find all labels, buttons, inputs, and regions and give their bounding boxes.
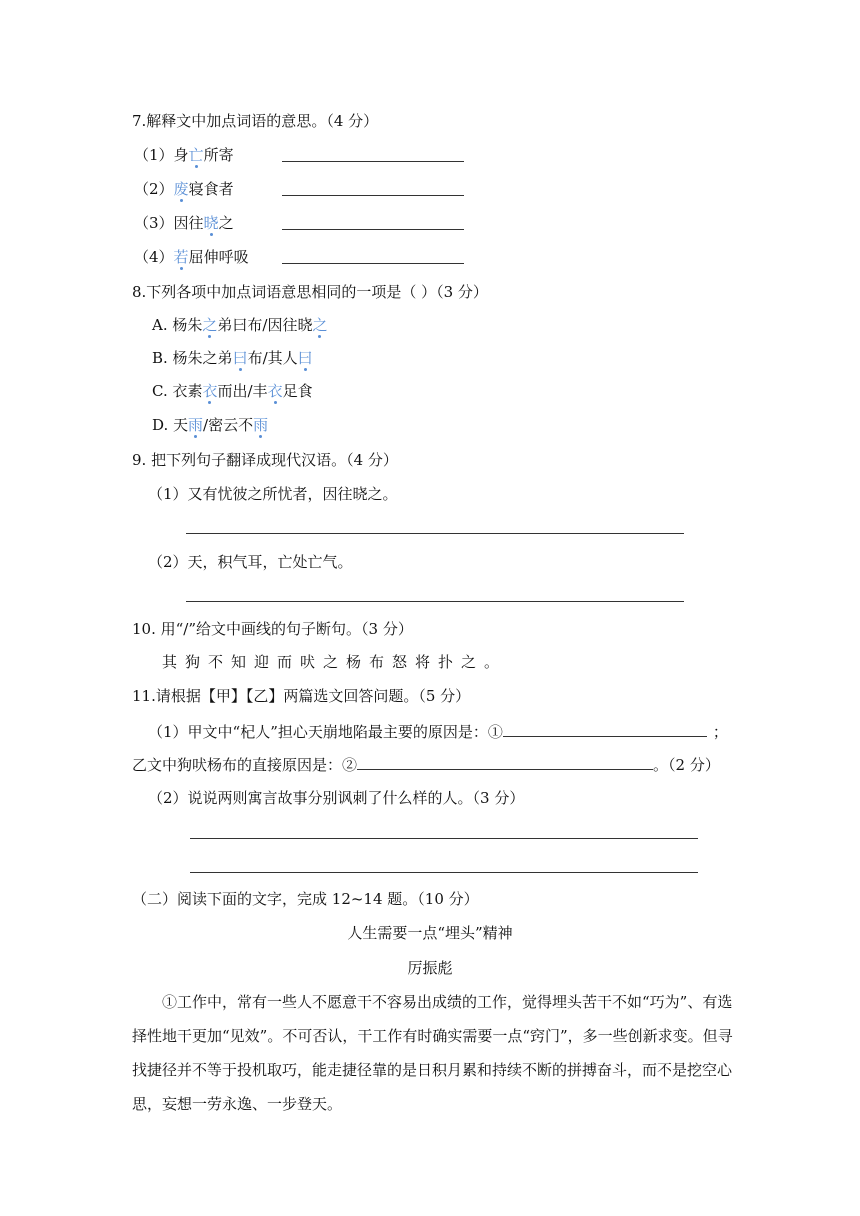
q10-sentence: 其狗不知迎而吠之杨布怒将扑之。 (162, 653, 508, 671)
q8-option-b[interactable]: B. 杨朱之弟曰布/其人曰 (152, 349, 313, 367)
q7-answer-line-4[interactable] (282, 263, 464, 264)
article-paragraph-line-4: 思，妄想一劳永逸、一步登天。 (132, 1095, 343, 1113)
q9-sentence-1: （1）又有忧彼之所忧者，因往晓之。 (148, 485, 398, 503)
q7-answer-line-2[interactable] (282, 195, 464, 196)
q8-option-c[interactable]: C. 衣素衣而出/丰衣足食 (152, 382, 313, 400)
q7-answer-line-1[interactable] (282, 161, 464, 162)
section2-heading: （二）阅读下面的文字，完成 12~14 题。（10 分） (132, 890, 479, 908)
q9-answer-line-1[interactable] (186, 533, 684, 534)
q9-sentence-2: （2）天，积气耳，亡处亡气。 (148, 553, 353, 571)
article-paragraph-line-3: 找捷径并不等于投机取巧，能走捷径靠的是日积月累和持续不断的拼搏奋斗，而不是挖空心 (132, 1061, 733, 1079)
q7-item-3: （3）因往晓之 (134, 214, 234, 232)
q11-part1-line2: 乙文中狗吠杨布的直接原因是：② 。（2 分） (132, 753, 720, 776)
q11-part2: （2）说说两则寓言故事分别讽刺了什么样的人。（3 分） (148, 789, 525, 807)
q11-title: 11.请根据【甲】【乙】两篇选文回答问题。（5 分） (132, 687, 471, 705)
q10-title: 10. 用“/”给文中画线的句子断句。（3 分） (132, 620, 413, 638)
q7-item-1: （1）身亡所寄 (134, 146, 234, 164)
q7-answer-line-3[interactable] (282, 229, 464, 230)
q8-option-a[interactable]: A. 杨朱之弟曰布/因往晓之 (152, 316, 328, 334)
q11-blank-2[interactable] (357, 753, 653, 770)
q7-item-4: （4）若屈伸呼吸 (134, 248, 249, 266)
q11-answer-line-1[interactable] (190, 838, 698, 839)
q11-answer-line-2[interactable] (190, 872, 698, 873)
q11-part1-line1: （1）甲文中“杞人”担心天崩地陷最主要的原因是：① ； (148, 720, 728, 743)
q8-option-d[interactable]: D. 天雨/密云不雨 (152, 416, 269, 434)
q7-title: 7.解释文中加点词语的意思。（4 分） (132, 112, 379, 130)
q11-blank-1[interactable] (503, 720, 707, 737)
q9-answer-line-2[interactable] (186, 601, 684, 602)
article-paragraph-line-2: 择性地干更加“见效”。不可否认，干工作有时确实需要一点“窍门”，多一些创新求变。但寻 (132, 1027, 733, 1045)
article-title: 人生需要一点“埋头”精神 (347, 924, 513, 942)
q8-title: 8.下列各项中加点词语意思相同的一项是（ ）（3 分） (132, 283, 488, 301)
article-author: 厉振彪 (407, 959, 453, 977)
article-paragraph-line-1: ①工作中，常有一些人不愿意干不容易出成绩的工作，觉得埋头苦干不如“巧为”、有选 (162, 993, 733, 1011)
q7-item-2: （2）废寝食者 (134, 180, 234, 198)
q9-title: 9. 把下列句子翻译成现代汉语。（4 分） (132, 451, 398, 469)
